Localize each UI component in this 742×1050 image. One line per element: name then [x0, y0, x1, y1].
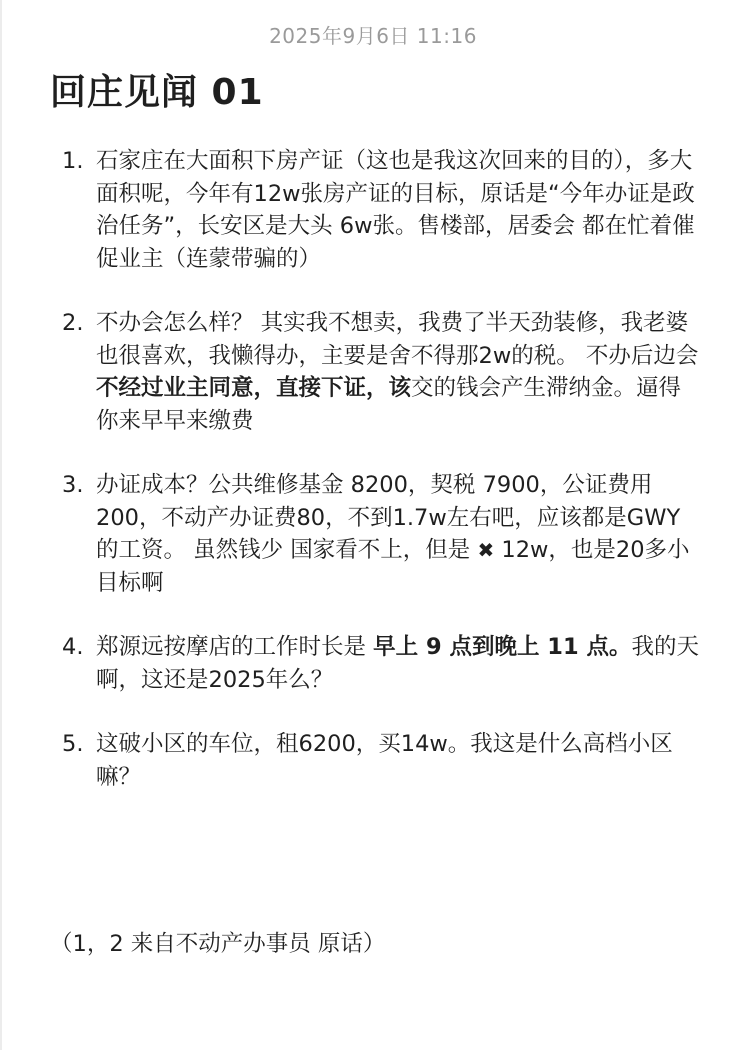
list-item-text-segment: 我的天啊，这还是2025年么？ [96, 634, 699, 693]
list-item-text [96, 731, 673, 790]
note-timestamp: 2025年9月6日 11:16 [269, 24, 477, 48]
note-list [62, 145, 702, 825]
list-item [62, 307, 702, 437]
list-item [62, 728, 702, 793]
list-item-number: 4. [62, 634, 84, 660]
list-item-number: 5. [62, 731, 84, 757]
list-item-text-segment: 12w，也是20多小目标啊 [96, 537, 690, 596]
list-item-text-segment: 办证成本？公共维修基金 8200，契税 7900，公证费用200，不动产办证费80，不到1.7w左右吧，应该都是GWY的工资。 虽然钱少 国家看不上，但是 [96, 472, 681, 563]
list-item-text-segment: 不办会怎么样？ 其实我不想卖，我费了半天劲装修，我老婆也很喜欢，我懒得办，主要是舍不得那2w的税。 不办后边会 [96, 310, 699, 369]
list-item [62, 631, 702, 696]
list-item-text-segment: 这破小区的车位，租6200，买14w。我这是什么高档小区嘛？ [96, 731, 673, 790]
cross-mark-icon: ✖ [477, 538, 495, 562]
note-footnote: （1，2 来自不动产办事员 原话） [50, 931, 386, 957]
list-item-text [96, 634, 699, 693]
list-item [62, 145, 702, 275]
list-item [62, 469, 702, 599]
list-item-bold-text: 早上 9 点到晚上 11 点。 [373, 634, 632, 660]
list-item-number: 1. [62, 148, 84, 174]
list-item-text-segment: 石家庄在大面积下房产证（这也是我这次回来的目的），多大面积呢，今年有12w张房产证的目标，原话是“今年办证是政治任务”，长安区是大头 6w张。售楼部，居委会 都在忙着催促业主（连蒙带骗的） [96, 148, 695, 272]
list-item-bold-text: 不经过业主同意，直接下证，该 [96, 375, 412, 401]
list-item-text [96, 472, 690, 596]
list-item-text [96, 148, 695, 272]
list-item-text [96, 310, 698, 434]
list-item-number: 3. [62, 472, 84, 498]
list-item-text-segment: 郑源远按摩店的工作时长是 [96, 634, 374, 660]
list-item-text-segment: 交的钱会产生滞纳金。逼得你来早早来缴费 [96, 375, 682, 434]
note-title: 回庄见闻 01 [50, 72, 264, 113]
list-item-number: 2. [62, 310, 84, 336]
